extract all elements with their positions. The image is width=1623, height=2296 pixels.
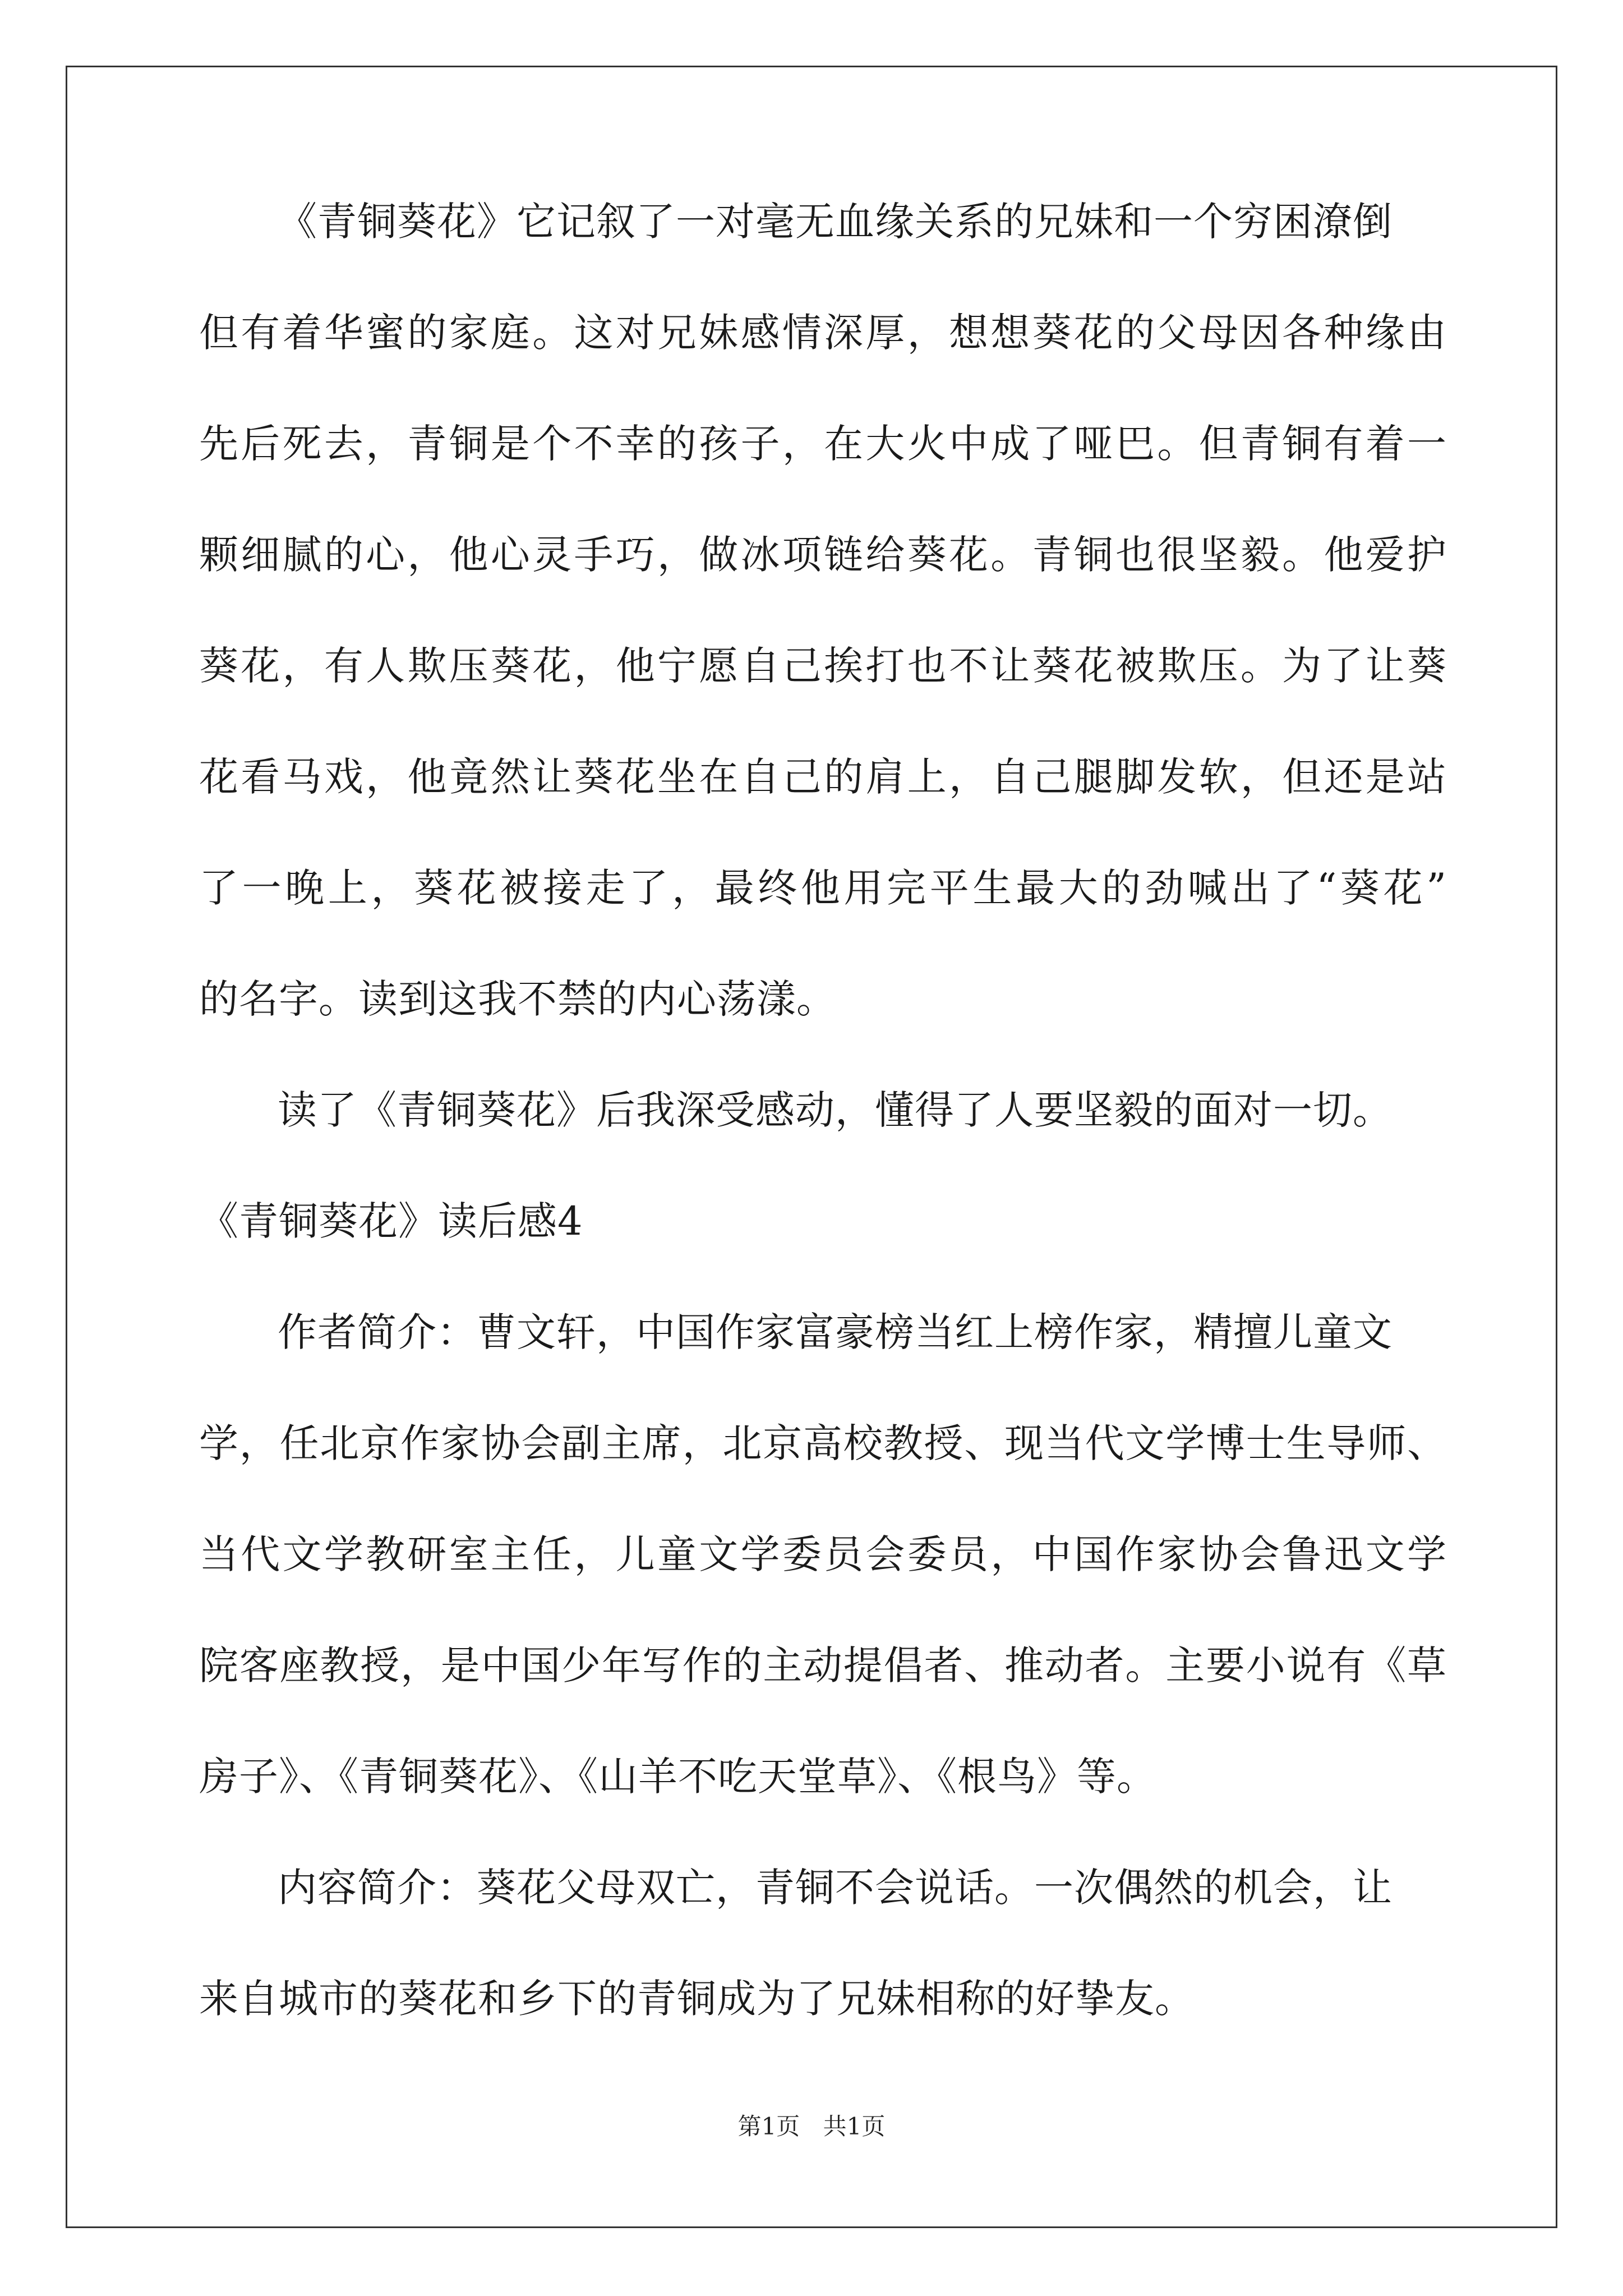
text-line: 学，任北京作家协会副主席，北京高校教授、现当代文学博士生导师、: [199, 1420, 1447, 1466]
text-line: 葵花，有人欺压葵花，他宁愿自己挨打也不让葵花被欺压。为了让葵: [199, 643, 1447, 689]
text-line: 房子》、《青铜葵花》、《山羊不吃天堂草》、《根鸟》等。: [199, 1754, 1156, 1800]
text-line: 先后死去，青铜是个不幸的孩子，在大火中成了哑巴。但青铜有着一: [199, 421, 1447, 467]
text-line: 花看马戏，他竟然让葵花坐在自己的肩上，自己腿脚发软，但还是站: [199, 754, 1447, 800]
text-line: 作者简介：曹文轩，中国作家富豪榜当红上榜作家，精擅儿童文: [278, 1309, 1393, 1355]
text-line: 《青铜葵花》读后感4: [199, 1198, 583, 1244]
page-number-total: 共1页: [823, 2113, 886, 2140]
text-line: 但有着华蜜的家庭。这对兄妹感情深厚，想想葵花的父母因各种缘由: [199, 310, 1447, 356]
text-line: 当代文学教研室主任，儿童文学委员会委员，中国作家协会鲁迅文学: [199, 1531, 1447, 1577]
page-number-current: 第1页: [737, 2113, 800, 2140]
text-line: 读了《青铜葵花》后我深受感动，懂得了人要坚毅的面对一切。: [278, 1087, 1393, 1133]
text-line: 内容简介：葵花父母双亡，青铜不会说话。一次偶然的机会，让: [278, 1865, 1393, 1911]
text-line: 来自城市的葵花和乡下的青铜成为了兄妹相称的好挚友。: [199, 1976, 1195, 2022]
text-line: 了一晚上，葵花被接走了，最终他用完平生最大的劲喊出了“葵花”: [199, 865, 1447, 911]
text-line: 的名字。读到这我不禁的内心荡漾。: [199, 976, 836, 1022]
text-line: 《青铜葵花》它记叙了一对毫无血缘关系的兄妹和一个穷困潦倒: [278, 199, 1393, 245]
text-line: 院客座教授，是中国少年写作的主动提倡者、推动者。主要小说有《草: [199, 1642, 1447, 1688]
text-line: 颗细腻的心，他心灵手巧，做冰项链给葵花。青铜也很坚毅。他爱护: [199, 532, 1447, 578]
document-body: [199, 199, 1447, 2090]
page-footer: [0, 2115, 1623, 2138]
